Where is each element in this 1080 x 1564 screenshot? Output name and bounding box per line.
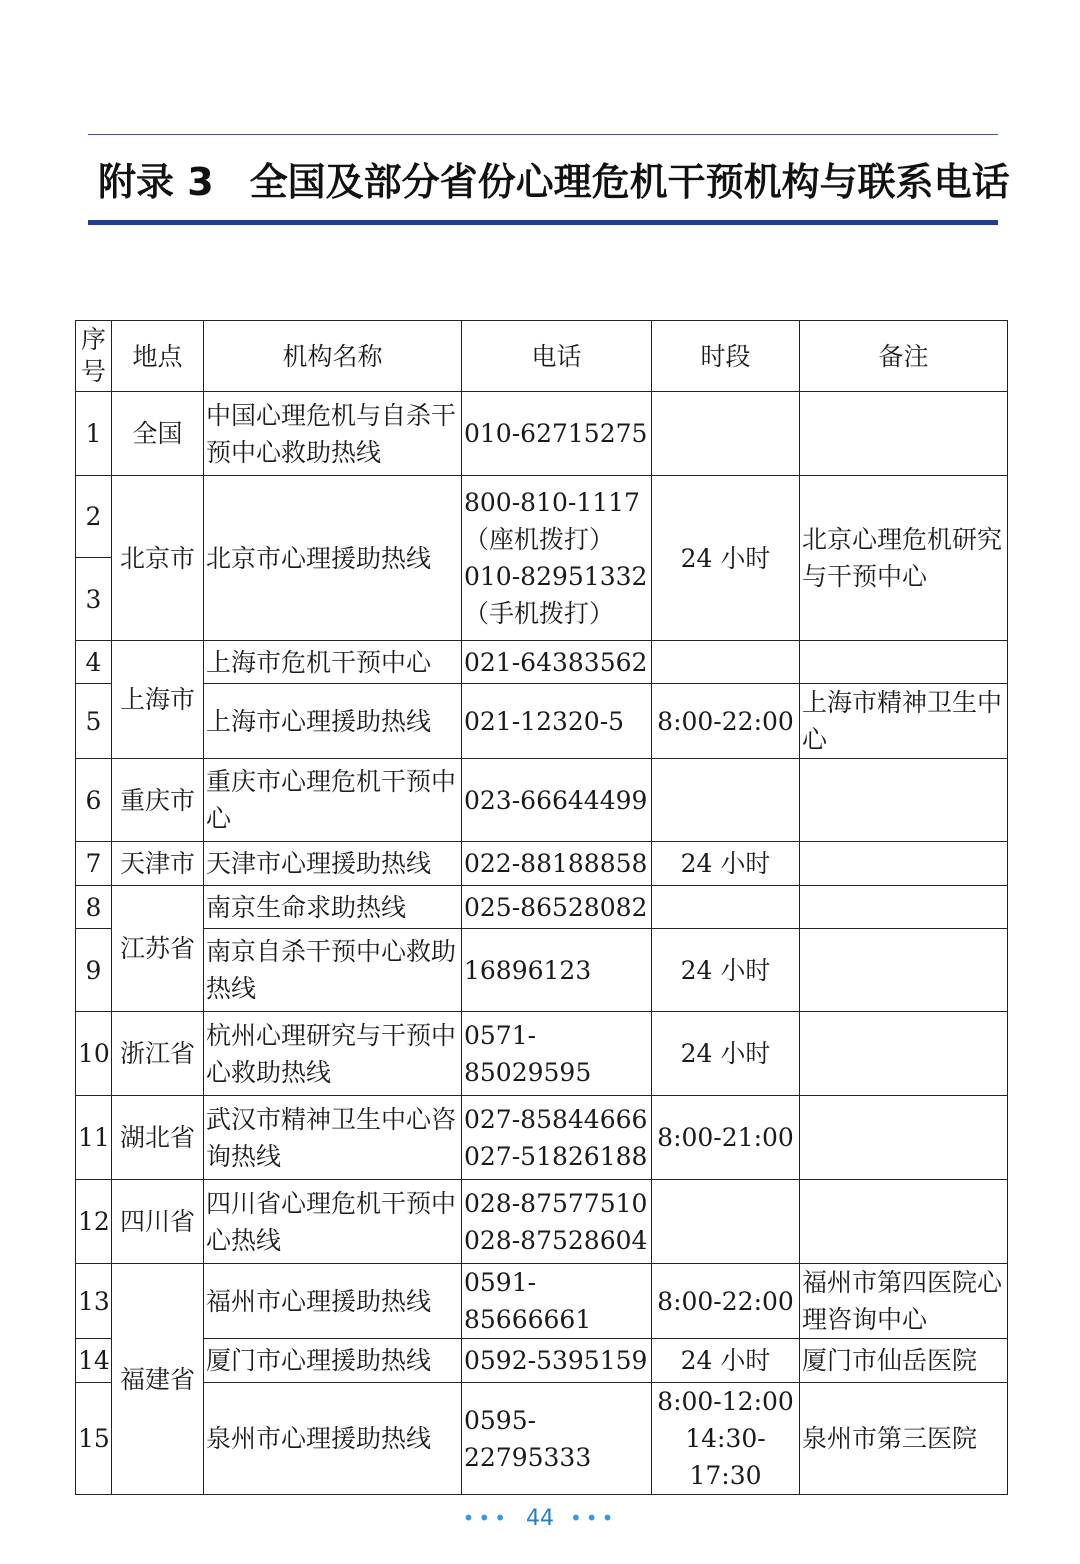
phone-line: 010-82951332 [464, 562, 648, 591]
cell-hours [652, 392, 800, 476]
cell-notes: 北京心理危机研究与干预中心 [800, 476, 1008, 641]
header-hours: 时段 [652, 321, 800, 392]
cell-location: 上海市 [112, 641, 204, 759]
header-location: 地点 [112, 321, 204, 392]
title-prefix: 附录 3 [98, 160, 214, 204]
cell-hours [652, 759, 800, 842]
footer-dots-right: ••• [570, 1506, 618, 1530]
hours-line: 14:30-17:30 [685, 1424, 766, 1490]
page-number: 44 [526, 1506, 554, 1531]
cell-location: 浙江省 [112, 1012, 204, 1096]
table-row [76, 929, 1008, 1012]
table-row [76, 842, 1008, 886]
table-row [76, 684, 1008, 759]
cell-phone: 023-66644499 [462, 759, 652, 842]
cell-phone: 0571-85029595 [462, 1012, 652, 1096]
phone-line: 800-810-1117 [464, 488, 640, 517]
cell-phone: 022-88188858 [462, 842, 652, 886]
title-text: 全国及部分省份心理危机干预机构与联系电话 [249, 160, 1010, 204]
cell-phone: 16896123 [462, 929, 652, 1012]
header-phone: 电话 [462, 321, 652, 392]
title-top-rule [88, 134, 998, 135]
cell-seq: 13 [76, 1264, 112, 1339]
cell-phone [462, 476, 652, 641]
cell-org: 武汉市精神卫生中心咨询热线 [204, 1096, 462, 1180]
header-notes: 备注 [800, 321, 1008, 392]
cell-notes [800, 1012, 1008, 1096]
table-row [76, 476, 1008, 558]
cell-org: 厦门市心理援助热线 [204, 1339, 462, 1383]
cell-seq: 14 [76, 1339, 112, 1383]
table-row [76, 886, 1008, 929]
cell-hours: 8:00-22:00 [652, 1264, 800, 1339]
cell-notes [800, 1180, 1008, 1264]
cell-seq: 8 [76, 886, 112, 929]
cell-location: 福建省 [112, 1264, 204, 1495]
cell-hours: 24 小时 [652, 476, 800, 641]
cell-seq: 7 [76, 842, 112, 886]
cell-notes: 泉州市第三医院 [800, 1383, 1008, 1495]
phone-line: 028-87528604 [464, 1225, 648, 1255]
title-bottom-rule [88, 220, 998, 225]
header-org: 机构名称 [204, 321, 462, 392]
hotline-table [75, 320, 1008, 1495]
cell-seq: 9 [76, 929, 112, 1012]
cell-hours [652, 641, 800, 684]
cell-notes [800, 842, 1008, 886]
cell-org: 中国心理危机与自杀干预中心救助热线 [204, 392, 462, 476]
table-header-row [76, 321, 1008, 392]
page-footer [0, 1500, 1080, 1536]
cell-org: 杭州心理研究与干预中心救助热线 [204, 1012, 462, 1096]
cell-location: 北京市 [112, 476, 204, 641]
phone-line: （座机拨打） [464, 525, 615, 554]
cell-hours: 8:00-22:00 [652, 684, 800, 759]
cell-org: 南京生命求助热线 [204, 886, 462, 929]
cell-hours [652, 886, 800, 929]
cell-notes: 福州市第四医院心理咨询中心 [800, 1264, 1008, 1339]
table-row [76, 1096, 1008, 1180]
cell-hours [652, 1180, 800, 1264]
cell-org: 福州市心理援助热线 [204, 1264, 462, 1339]
table-row [76, 1264, 1008, 1339]
cell-hours: 24 小时 [652, 1012, 800, 1096]
table-row [76, 1012, 1008, 1096]
cell-seq: 1 [76, 392, 112, 476]
cell-location: 四川省 [112, 1180, 204, 1264]
table-row [76, 1180, 1008, 1264]
cell-org: 北京市心理援助热线 [204, 476, 462, 641]
cell-org: 泉州市心理援助热线 [204, 1383, 462, 1495]
cell-seq: 11 [76, 1096, 112, 1180]
cell-phone: 021-12320-5 [462, 684, 652, 759]
cell-notes [800, 929, 1008, 1012]
cell-notes [800, 759, 1008, 842]
table-row [76, 641, 1008, 684]
cell-seq: 12 [76, 1180, 112, 1264]
cell-notes: 上海市精神卫生中心 [800, 684, 1008, 759]
cell-notes [800, 886, 1008, 929]
cell-org: 天津市心理援助热线 [204, 842, 462, 886]
cell-phone [462, 1180, 652, 1264]
cell-hours: 24 小时 [652, 842, 800, 886]
cell-hours: 24 小时 [652, 929, 800, 1012]
phone-line: 027-85844666 [464, 1104, 648, 1134]
table-row [76, 1383, 1008, 1495]
table-row [76, 759, 1008, 842]
phone-line: 027-51826188 [464, 1141, 648, 1171]
table-row [76, 1339, 1008, 1383]
cell-location: 重庆市 [112, 759, 204, 842]
cell-seq: 5 [76, 684, 112, 759]
cell-location: 全国 [112, 392, 204, 476]
cell-location: 江苏省 [112, 886, 204, 1012]
cell-location: 天津市 [112, 842, 204, 886]
cell-org: 南京自杀干预中心救助热线 [204, 929, 462, 1012]
cell-org: 四川省心理危机干预中心热线 [204, 1180, 462, 1264]
page-title [98, 152, 1010, 212]
cell-seq: 4 [76, 641, 112, 684]
cell-org: 上海市危机干预中心 [204, 641, 462, 684]
footer-dots-left: ••• [462, 1506, 510, 1530]
cell-notes [800, 1096, 1008, 1180]
cell-phone: 010-62715275 [462, 392, 652, 476]
cell-hours [652, 1383, 800, 1495]
cell-seq: 15 [76, 1383, 112, 1495]
cell-phone [462, 1096, 652, 1180]
cell-seq: 6 [76, 759, 112, 842]
cell-notes [800, 641, 1008, 684]
cell-seq: 3 [76, 558, 112, 641]
cell-org: 上海市心理援助热线 [204, 684, 462, 759]
cell-org: 重庆市心理危机干预中心 [204, 759, 462, 842]
phone-line: （手机拨打） [464, 599, 615, 628]
cell-seq: 2 [76, 476, 112, 558]
table-row [76, 392, 1008, 476]
cell-phone: 0591-85666661 [462, 1264, 652, 1339]
cell-hours: 8:00-21:00 [652, 1096, 800, 1180]
phone-line: 028-87577510 [464, 1188, 648, 1218]
cell-phone: 0592-5395159 [462, 1339, 652, 1383]
cell-phone: 021-64383562 [462, 641, 652, 684]
cell-notes: 厦门市仙岳医院 [800, 1339, 1008, 1383]
hours-line: 8:00-12:00 [657, 1387, 794, 1416]
cell-location: 湖北省 [112, 1096, 204, 1180]
cell-hours: 24 小时 [652, 1339, 800, 1383]
cell-phone: 0595-22795333 [462, 1383, 652, 1495]
header-seq: 序号 [76, 321, 112, 392]
cell-notes [800, 392, 1008, 476]
cell-seq: 10 [76, 1012, 112, 1096]
cell-phone: 025-86528082 [462, 886, 652, 929]
